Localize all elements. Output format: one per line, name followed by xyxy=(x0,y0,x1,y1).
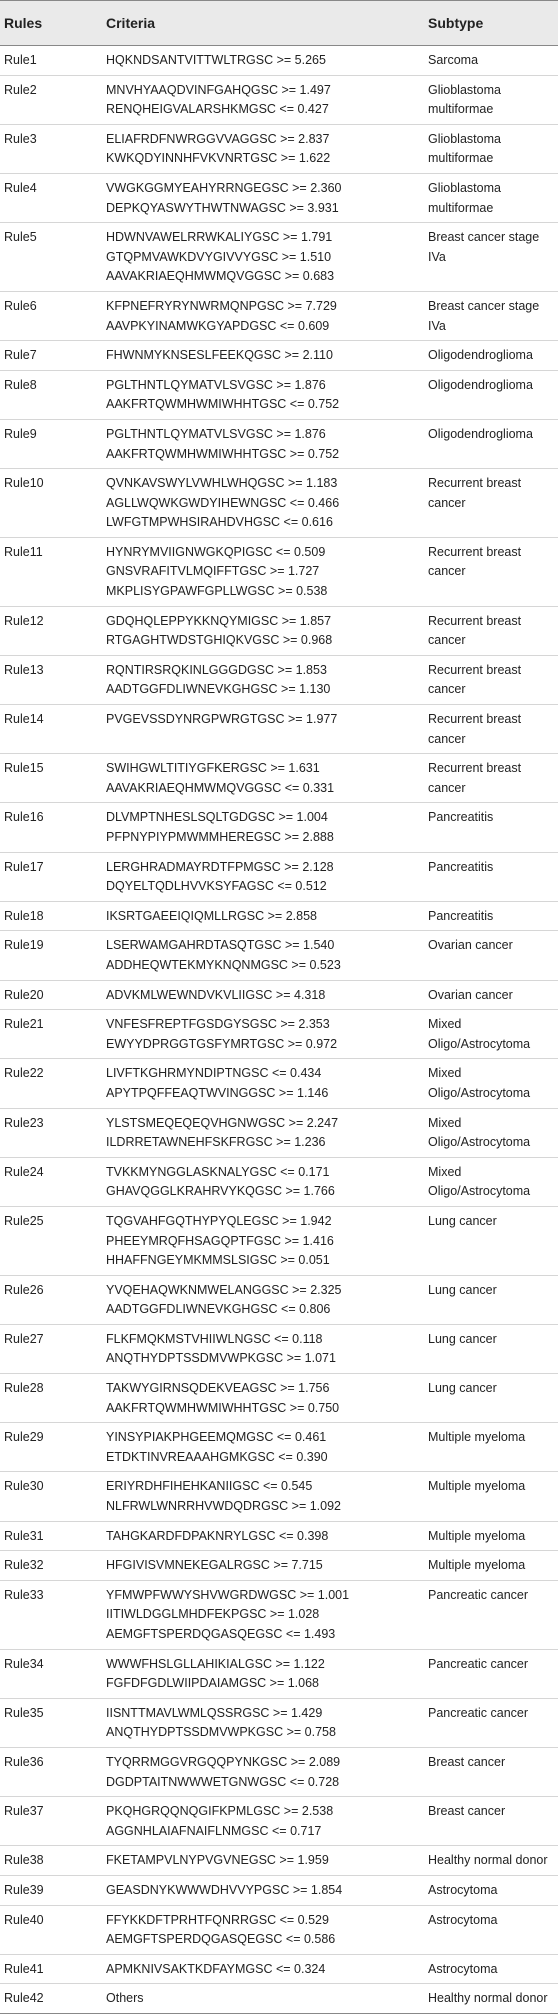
criteria-line: MNVHYAAQDVINFGAHQGSC >= 1.497 xyxy=(106,82,331,97)
table-row xyxy=(0,1522,558,1552)
criteria-line: LIVFTKGHRMYNDIPTNGSC <= 0.434 xyxy=(106,1066,322,1081)
table-row xyxy=(0,1748,558,1797)
rule-id: Rule36 xyxy=(4,1754,44,1769)
rule-id: Rule39 xyxy=(4,1882,44,1897)
header-criteria: Criteria xyxy=(106,15,156,31)
criteria-line: DLVMPTNHESLSQLTGDGSC >= 1.004 xyxy=(106,810,328,825)
criteria-line: HDWNVAWELRRWKALIYGSC >= 1.791 xyxy=(106,230,333,245)
criteria-line: GHAVQGGLKRAHRVYKQGSC >= 1.766 xyxy=(106,1184,335,1199)
table-row xyxy=(0,705,558,754)
rule-id: Rule26 xyxy=(4,1282,44,1297)
criteria-cell xyxy=(106,759,428,798)
criteria-cell xyxy=(106,612,428,651)
table-row xyxy=(0,1551,558,1581)
subtype-cell: Recurrent breast cancer xyxy=(428,613,522,648)
criteria-line: FFYKKDFTPRHTFQNRRGSC <= 0.529 xyxy=(106,1912,329,1927)
subtype-cell: Lung cancer xyxy=(428,1213,497,1228)
table-row xyxy=(0,902,558,932)
subtype-cell: Lung cancer xyxy=(428,1381,497,1396)
criteria-line: TQGVAHFGQTHYPYQLEGSC >= 1.942 xyxy=(106,1213,332,1228)
criteria-cell xyxy=(106,808,428,847)
table-row xyxy=(0,1876,558,1906)
criteria-line: ELIAFRDFNWRGGVVAGGSC >= 2.837 xyxy=(106,131,330,146)
criteria-line: GNSVRAFITVLMQIFFTGSC >= 1.727 xyxy=(106,564,320,579)
criteria-cell xyxy=(106,1989,428,2009)
criteria-line: ADVKMLWEWNDVKVLIIGSC >= 4.318 xyxy=(106,987,326,1002)
rule-id: Rule4 xyxy=(4,180,37,195)
criteria-line: RENQHEIGVALARSHKMGSC <= 0.427 xyxy=(106,102,329,117)
subtype-cell: Multiple myeloma xyxy=(428,1430,526,1445)
criteria-cell xyxy=(106,858,428,897)
rule-id: Rule5 xyxy=(4,230,37,245)
rule-id: Rule13 xyxy=(4,662,44,677)
criteria-line: YFMWPFWWYSHVWGRDWGSC >= 1.001 xyxy=(106,1587,350,1602)
table-row xyxy=(0,1207,558,1276)
criteria-cell xyxy=(106,1704,428,1743)
rule-id: Rule18 xyxy=(4,908,44,923)
subtype-cell: Glioblastoma multiformae xyxy=(428,82,501,117)
criteria-line: ADDHEQWTEKMYKNQNMGSC >= 0.523 xyxy=(106,957,341,972)
criteria-line: AAKFRTQWMHWMIWHHTGSC >= 0.750 xyxy=(106,1400,340,1415)
rule-id: Rule8 xyxy=(4,377,37,392)
table-row xyxy=(0,1374,558,1423)
subtype-cell: Recurrent breast cancer xyxy=(428,712,522,746)
rule-id: Rule40 xyxy=(4,1912,44,1927)
criteria-line: APMKNIVSAKTKDFAYMGSC <= 0.324 xyxy=(106,1961,326,1976)
table-row xyxy=(0,46,558,76)
table-row xyxy=(0,1423,558,1472)
criteria-cell xyxy=(106,1753,428,1792)
criteria-line: PGLTHNTLQYMATVLSVGSC >= 1.876 xyxy=(106,426,326,441)
criteria-cell xyxy=(106,81,428,120)
criteria-cell xyxy=(106,1802,428,1841)
rule-id: Rule2 xyxy=(4,82,37,97)
criteria-cell xyxy=(106,1330,428,1369)
rule-id: Rule25 xyxy=(4,1213,44,1228)
table-row xyxy=(0,125,558,174)
table-row xyxy=(0,1325,558,1374)
rule-id: Rule7 xyxy=(4,348,37,363)
criteria-line: ANQTHYDPTSSDMVWPKGSC >= 0.758 xyxy=(106,1725,336,1740)
criteria-line: TAKWYGIRNSQDEKVEAGSC >= 1.756 xyxy=(106,1381,330,1396)
criteria-cell xyxy=(106,1556,428,1576)
subtype-cell: Pancreatitis xyxy=(428,908,494,923)
criteria-cell xyxy=(106,1477,428,1516)
criteria-line: YVQEHAQWKNMWELANGGSC >= 2.325 xyxy=(106,1282,342,1297)
table-row xyxy=(0,292,558,341)
subtype-cell: Ovarian cancer xyxy=(428,938,513,953)
subtype-cell: Sarcoma xyxy=(428,53,479,67)
criteria-line: HHAFFNGEYMKMMSLSIGSC >= 0.051 xyxy=(106,1253,330,1268)
criteria-cell xyxy=(106,346,428,366)
criteria-cell xyxy=(106,543,428,602)
criteria-line: RQNTIRSRQKINLGGGDGSC >= 1.853 xyxy=(106,662,327,677)
criteria-line: IKSRTGAEEIQIQMLLRGSC >= 2.858 xyxy=(106,908,317,923)
rule-id: Rule23 xyxy=(4,1115,44,1130)
criteria-line: ETDKTINVREAAAHGMKGSC <= 0.390 xyxy=(106,1449,328,1464)
criteria-line: QVNKAVSWYLVWHLWHQGSC >= 1.183 xyxy=(106,476,338,491)
table-row xyxy=(0,1955,558,1985)
criteria-cell xyxy=(106,661,428,700)
criteria-line: AADTGGFDLIWNEVKGHGSC >= 1.130 xyxy=(106,682,331,697)
criteria-line: APYTPQFFEAQTWVINGGSC >= 1.146 xyxy=(106,1085,329,1100)
criteria-line: FKETAMPVLNYPVGVNEGSC >= 1.959 xyxy=(106,1853,329,1868)
criteria-line: TVKKMYNGGLASKNALYGSC <= 0.171 xyxy=(106,1164,330,1179)
criteria-line: DQYELTQDLHVVKSYFAGSC <= 0.512 xyxy=(106,879,327,894)
criteria-line: VNFESFREPTFGSDGYSGSC >= 2.353 xyxy=(106,1017,330,1032)
rule-id: Rule31 xyxy=(4,1528,44,1543)
subtype-cell: Mixed Oligo/Astrocytoma xyxy=(428,1017,531,1051)
table-row xyxy=(0,981,558,1011)
criteria-cell xyxy=(106,710,428,730)
subtype-cell: Lung cancer xyxy=(428,1282,497,1297)
subtype-cell: Pancreatitis xyxy=(428,859,494,874)
criteria-line: GEASDNYKWWWDHVVYPGSC >= 1.854 xyxy=(106,1882,343,1897)
rule-id: Rule14 xyxy=(4,712,44,727)
rule-id: Rule41 xyxy=(4,1961,44,1976)
criteria-line: YINSYPIAKPHGEEMQMGSC <= 0.461 xyxy=(106,1430,327,1445)
subtype-cell: Astrocytoma xyxy=(428,1961,498,1976)
criteria-line: ANQTHYDPTSSDMVWPKGSC >= 1.071 xyxy=(106,1351,336,1366)
rule-id: Rule16 xyxy=(4,810,44,825)
table-row xyxy=(0,803,558,852)
criteria-line: FLKFMQKMSTVHIIWLNGSC <= 0.118 xyxy=(106,1331,323,1346)
table-row xyxy=(0,1010,558,1059)
rule-id: Rule6 xyxy=(4,298,37,313)
subtype-cell: Breast cancer xyxy=(428,1804,506,1819)
subtype-cell: Ovarian cancer xyxy=(428,987,513,1002)
criteria-line: AAVAKRIAEQHMWMQVGGSC >= 0.683 xyxy=(106,269,335,284)
subtype-cell: Multiple myeloma xyxy=(428,1479,526,1494)
criteria-cell xyxy=(106,1379,428,1418)
subtype-cell: Multiple myeloma xyxy=(428,1528,526,1543)
criteria-line: KFPNEFRYRYNWRMQNPGSC >= 7.729 xyxy=(106,298,337,313)
table-row xyxy=(0,853,558,902)
subtype-cell: Recurrent breast cancer xyxy=(428,662,522,697)
criteria-cell xyxy=(106,1851,428,1871)
subtype-cell: Astrocytoma xyxy=(428,1912,498,1927)
table-row xyxy=(0,341,558,371)
criteria-line: DEPKQYASWYTHWTNWAGSC >= 3.931 xyxy=(106,200,339,215)
rule-id: Rule17 xyxy=(4,859,44,874)
criteria-line: HYNRYMVIIGNWGKQPIGSC <= 0.509 xyxy=(106,544,326,559)
table-body xyxy=(0,46,558,2014)
criteria-line: LERGHRADMAYRDTFPMGSC >= 2.128 xyxy=(106,859,334,874)
criteria-line: PKQHGRQQNQGIFKPMLGSC >= 2.538 xyxy=(106,1804,334,1819)
table-row xyxy=(0,420,558,469)
criteria-line: AADTGGFDLIWNEVKGHGSC <= 0.806 xyxy=(106,1302,331,1317)
rule-id: Rule10 xyxy=(4,476,44,491)
criteria-cell xyxy=(106,179,428,218)
criteria-line: LWFGTMPWHSIRAHDVHGSC <= 0.616 xyxy=(106,515,333,530)
rule-id: Rule22 xyxy=(4,1066,44,1081)
table-header xyxy=(0,1,558,46)
criteria-cell xyxy=(106,425,428,464)
subtype-cell: Astrocytoma xyxy=(428,1882,498,1897)
subtype-cell: Pancreatic cancer xyxy=(428,1705,529,1720)
table-row xyxy=(0,1906,558,1955)
criteria-line: MKPLISYGPAWFGPLLWGSC >= 0.538 xyxy=(106,584,328,599)
criteria-line: WWWFHSLGLLAHIKIALGSC >= 1.122 xyxy=(106,1656,325,1671)
rule-id: Rule33 xyxy=(4,1587,44,1602)
rule-id: Rule20 xyxy=(4,987,44,1002)
table-row xyxy=(0,1984,558,2014)
subtype-cell: Healthy normal donor xyxy=(428,1991,548,2006)
rule-id: Rule21 xyxy=(4,1017,44,1032)
subtype-cell: Glioblastoma multiformae xyxy=(428,180,501,215)
criteria-line: KWKQDYINNHFVKVNRTGSC >= 1.622 xyxy=(106,151,331,166)
criteria-line: DGDPTAITNWWWETGNWGSC <= 0.728 xyxy=(106,1774,340,1789)
rule-id: Rule1 xyxy=(4,53,37,67)
criteria-cell xyxy=(106,1064,428,1103)
criteria-line: GTQPMVAWKDVYGIVVYGSC >= 1.510 xyxy=(106,249,332,264)
rule-id: Rule32 xyxy=(4,1558,44,1573)
subtype-cell: Breast cancer stage IVa xyxy=(428,298,540,333)
subtype-cell: Recurrent breast cancer xyxy=(428,544,522,579)
rule-id: Rule42 xyxy=(4,1991,44,2006)
criteria-line: VWGKGGMYEAHYRRNGEGSC >= 2.360 xyxy=(106,180,342,195)
table-row xyxy=(0,469,558,538)
criteria-cell xyxy=(106,936,428,975)
table-row xyxy=(0,1650,558,1699)
subtype-cell: Mixed Oligo/Astrocytoma xyxy=(428,1164,531,1199)
criteria-line: IITIWLDGGLMHDFEKPGSC >= 1.028 xyxy=(106,1607,320,1622)
subtype-cell: Pancreatic cancer xyxy=(428,1587,529,1602)
criteria-cell xyxy=(106,130,428,169)
criteria-line: AEMGFTSPERDQGASQEGSC <= 0.586 xyxy=(106,1932,336,1947)
header-rules: Rules xyxy=(4,15,43,31)
table-row xyxy=(0,754,558,803)
criteria-line: RTGAGHTWDSTGHIQKVGSC >= 0.968 xyxy=(106,633,333,648)
table-row xyxy=(0,1699,558,1748)
criteria-cell xyxy=(106,907,428,927)
criteria-line: PVGEVSSDYNRGPWRGTGSC >= 1.977 xyxy=(106,712,338,727)
rule-id: Rule30 xyxy=(4,1479,44,1494)
criteria-cell xyxy=(106,1428,428,1467)
table-row xyxy=(0,607,558,656)
criteria-line: AGGNHLAIAFNAIFLNMGSC <= 0.717 xyxy=(106,1823,322,1838)
criteria-cell xyxy=(106,1655,428,1694)
criteria-line: PHEEYMRQFHSAGQPTFGSC >= 1.416 xyxy=(106,1233,334,1248)
rule-id: Rule27 xyxy=(4,1331,44,1346)
criteria-line: SWIHGWLTITIYGFKERGSC >= 1.631 xyxy=(106,761,320,776)
rule-id: Rule12 xyxy=(4,613,44,628)
rule-id: Rule37 xyxy=(4,1804,44,1819)
criteria-line: AAVPKYINAMWKGYAPDGSC <= 0.609 xyxy=(106,318,330,333)
table-row xyxy=(0,1059,558,1108)
criteria-line: GDQHQLEPPYKKNQYMIGSC >= 1.857 xyxy=(106,613,332,628)
subtype-cell: Mixed Oligo/Astrocytoma xyxy=(428,1066,531,1100)
table-row xyxy=(0,1797,558,1846)
table-row xyxy=(0,1472,558,1521)
criteria-line: TYQRRMGGVRGQQPYNKGSC >= 2.089 xyxy=(106,1754,341,1769)
criteria-line: PGLTHNTLQYMATVLSVGSC >= 1.876 xyxy=(106,377,326,392)
criteria-cell xyxy=(106,1212,428,1271)
subtype-cell: Pancreatic cancer xyxy=(428,1656,529,1671)
table-row xyxy=(0,76,558,125)
subtype-cell: Lung cancer xyxy=(428,1331,497,1346)
subtype-cell: Pancreatitis xyxy=(428,810,494,825)
criteria-cell xyxy=(106,228,428,287)
criteria-cell xyxy=(106,1586,428,1645)
table-row xyxy=(0,931,558,980)
table-row xyxy=(0,371,558,420)
rule-id: Rule15 xyxy=(4,761,44,776)
criteria-line: IISNTTMAVLWMLQSSRGSC >= 1.429 xyxy=(106,1705,323,1720)
criteria-cell xyxy=(106,1881,428,1901)
subtype-cell: Oligodendroglioma xyxy=(428,377,533,392)
table-row xyxy=(0,1276,558,1325)
table-row xyxy=(0,656,558,705)
table-row xyxy=(0,174,558,223)
criteria-cell xyxy=(106,51,428,71)
criteria-line: ERIYRDHFIHEHKANIIGSC <= 0.545 xyxy=(106,1479,313,1494)
table-row xyxy=(0,1109,558,1158)
criteria-cell xyxy=(106,474,428,533)
subtype-cell: Healthy normal donor xyxy=(428,1853,548,1868)
criteria-cell xyxy=(106,1960,428,1980)
rule-id: Rule3 xyxy=(4,131,37,146)
criteria-cell xyxy=(106,1281,428,1320)
criteria-line: NLFRWLWNRRHVWDQDRGSC >= 1.092 xyxy=(106,1499,341,1514)
criteria-line: AGLLWQWKGWDYIHEWNGSC <= 0.466 xyxy=(106,495,340,510)
criteria-line: FHWNMYKNSESLFEEKQGSC >= 2.110 xyxy=(106,348,333,363)
subtype-cell: Glioblastoma multiformae xyxy=(428,131,501,166)
subtype-cell: Multiple myeloma xyxy=(428,1558,526,1573)
rule-id: Rule24 xyxy=(4,1164,44,1179)
criteria-line: HQKNDSANTVITTWLTRGSC >= 5.265 xyxy=(106,53,326,67)
rule-id: Rule34 xyxy=(4,1656,44,1671)
criteria-line: FGFDFGDLWIIPDAIAMGSC >= 1.068 xyxy=(106,1676,320,1691)
rule-id: Rule28 xyxy=(4,1381,44,1396)
table-row xyxy=(0,1846,558,1876)
criteria-line: TAHGKARDFDPAKNRYLGSC <= 0.398 xyxy=(106,1528,329,1543)
table-row xyxy=(0,1581,558,1650)
criteria-line: AAKFRTQWMHWMIWHHTGSC <= 0.752 xyxy=(106,397,340,412)
subtype-cell: Mixed Oligo/Astrocytoma xyxy=(428,1115,531,1150)
criteria-line: PFPNYPIYPMWMMHEREGSC >= 2.888 xyxy=(106,830,334,844)
header-subtype: Subtype xyxy=(428,15,484,31)
subtype-cell: Breast cancer xyxy=(428,1754,506,1769)
rule-id: Rule19 xyxy=(4,938,44,953)
rule-id: Rule29 xyxy=(4,1430,44,1445)
criteria-cell xyxy=(106,376,428,415)
criteria-line: YLSTSMEQEQEQVHGNWGSC >= 2.247 xyxy=(106,1115,339,1130)
criteria-cell xyxy=(106,1114,428,1153)
criteria-cell xyxy=(106,1163,428,1202)
subtype-cell: Breast cancer stage IVa xyxy=(428,230,540,264)
criteria-line: EWYYDPRGGTGSFYMRTGSC >= 0.972 xyxy=(106,1036,338,1051)
criteria-line: AAKFRTQWMHWMIWHHTGSC >= 0.752 xyxy=(106,446,340,461)
rule-id: Rule38 xyxy=(4,1853,44,1868)
criteria-cell xyxy=(106,986,428,1006)
subtype-cell: Oligodendroglioma xyxy=(428,426,533,441)
rule-id: Rule11 xyxy=(4,544,43,559)
criteria-cell xyxy=(106,1911,428,1950)
table-row xyxy=(0,223,558,292)
subtype-cell: Recurrent breast cancer xyxy=(428,476,522,510)
criteria-line: LSERWAMGAHRDTASQTGSC >= 1.540 xyxy=(106,938,335,953)
criteria-line: ILDRRETAWNEHFSKFRGSC >= 1.236 xyxy=(106,1135,326,1150)
table-row xyxy=(0,538,558,607)
criteria-cell xyxy=(106,297,428,336)
subtype-cell: Recurrent breast cancer xyxy=(428,761,522,795)
criteria-line: Others xyxy=(106,1991,144,2006)
rule-id: Rule9 xyxy=(4,426,37,441)
rule-id: Rule35 xyxy=(4,1705,44,1720)
criteria-cell xyxy=(106,1527,428,1547)
criteria-line: HFGIVISVMNEKEGALRGSC >= 7.715 xyxy=(106,1558,323,1573)
table-row xyxy=(0,1158,558,1207)
criteria-cell xyxy=(106,1015,428,1054)
subtype-cell: Oligodendroglioma xyxy=(428,348,533,363)
criteria-line: AAVAKRIAEQHMWMQVGGSC <= 0.331 xyxy=(106,780,335,795)
criteria-line: AEMGFTSPERDQGASQEGSC <= 1.493 xyxy=(106,1627,336,1641)
